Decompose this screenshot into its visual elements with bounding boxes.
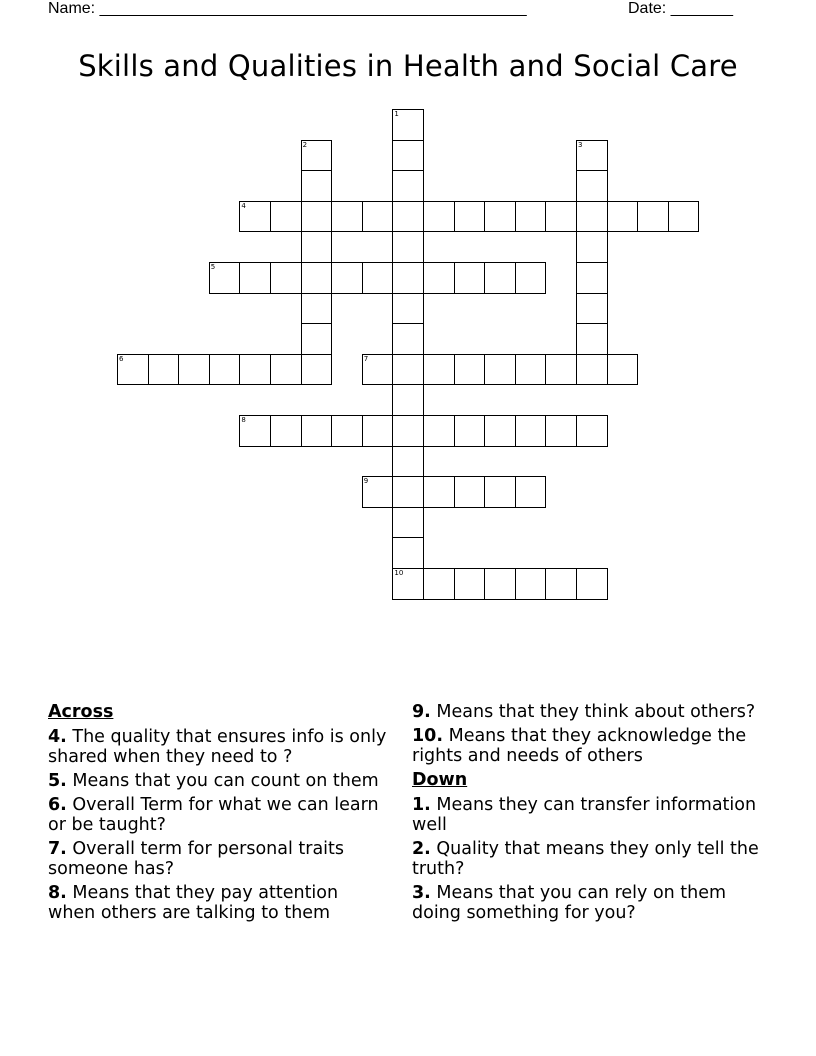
crossword-cell[interactable] <box>576 201 608 233</box>
crossword-cell[interactable] <box>454 262 486 294</box>
crossword-cell[interactable] <box>239 201 271 233</box>
crossword-cell[interactable] <box>576 231 608 263</box>
crossword-cell[interactable] <box>362 201 394 233</box>
crossword-cell[interactable] <box>515 415 547 447</box>
crossword-cell[interactable] <box>209 262 241 294</box>
crossword-cell[interactable] <box>239 262 271 294</box>
crossword-cell[interactable] <box>270 415 302 447</box>
crossword-cell[interactable] <box>362 262 394 294</box>
clues-column-right <box>412 702 762 927</box>
crossword-cell[interactable] <box>607 201 639 233</box>
crossword-cell[interactable] <box>301 415 333 447</box>
crossword-cell[interactable] <box>484 476 516 508</box>
cell-number: 8 <box>241 416 246 424</box>
crossword-cell[interactable] <box>454 415 486 447</box>
crossword-cell[interactable] <box>515 476 547 508</box>
crossword-cell[interactable] <box>423 262 455 294</box>
crossword-cell[interactable] <box>331 415 363 447</box>
cell-number: 2 <box>302 140 308 149</box>
crossword-cell[interactable] <box>392 384 424 416</box>
clue-across-5: 5. Means that you can count on them <box>48 771 379 791</box>
crossword-cell[interactable] <box>576 170 608 202</box>
crossword-cell[interactable] <box>484 568 516 600</box>
crossword-cell[interactable] <box>392 231 424 263</box>
crossword-cell[interactable] <box>484 201 516 233</box>
crossword-cell[interactable] <box>362 476 394 508</box>
crossword-cell[interactable] <box>576 354 608 386</box>
crossword-cell[interactable] <box>392 201 424 233</box>
crossword-cell[interactable] <box>392 140 424 172</box>
crossword-cell[interactable] <box>454 476 486 508</box>
crossword-cell[interactable] <box>301 140 333 172</box>
crossword-cell[interactable] <box>515 262 547 294</box>
crossword-cell[interactable] <box>331 262 363 294</box>
crossword-cell[interactable] <box>423 568 455 600</box>
cell-number: 3 <box>578 140 583 149</box>
crossword-cell[interactable] <box>576 415 608 447</box>
crossword-cell[interactable] <box>515 354 547 386</box>
crossword-cell[interactable] <box>301 323 333 355</box>
crossword-cell[interactable] <box>239 415 271 447</box>
crossword-cell[interactable] <box>178 354 210 386</box>
crossword-cell[interactable] <box>607 354 639 386</box>
cell-number: 6 <box>119 354 124 363</box>
crossword-cell[interactable] <box>270 262 302 294</box>
crossword-cell[interactable] <box>545 201 577 233</box>
clue-across-6: 6. Overall Term for what we can learn or be taught? <box>48 795 379 835</box>
crossword-cell[interactable] <box>545 354 577 386</box>
crossword-cell[interactable] <box>484 354 516 386</box>
cell-number: 4 <box>241 201 246 210</box>
down-heading: Down <box>412 770 468 790</box>
crossword-cell[interactable] <box>209 354 241 386</box>
crossword-cell[interactable] <box>515 201 547 233</box>
cell-number: 1 <box>394 110 399 118</box>
crossword-cell[interactable] <box>392 354 424 386</box>
clue-down-3: 3. Means that you can rely on them doing something for you? <box>412 883 727 923</box>
clues-column-left <box>48 702 388 927</box>
crossword-cell[interactable] <box>576 323 608 355</box>
crossword-cell[interactable] <box>392 415 424 447</box>
crossword-cell[interactable] <box>392 568 424 600</box>
crossword-cell[interactable] <box>515 568 547 600</box>
across-heading: Across <box>48 702 114 722</box>
clue-across-9: 9. Means that they think about others? <box>412 702 756 722</box>
crossword-cell[interactable] <box>423 354 455 386</box>
crossword-cell[interactable] <box>331 201 363 233</box>
crossword-cell[interactable] <box>454 354 486 386</box>
crossword-cell[interactable] <box>362 354 394 386</box>
crossword-cell[interactable] <box>392 476 424 508</box>
crossword-cell[interactable] <box>545 415 577 447</box>
crossword-cell[interactable] <box>392 537 424 569</box>
crossword-cell[interactable] <box>423 201 455 233</box>
name-field-label[interactable]: Name: ________________________________________________ <box>48 0 527 17</box>
crossword-cell[interactable] <box>545 568 577 600</box>
clue-down-2: 2. Quality that means they only tell the truth? <box>412 839 759 879</box>
date-field-label[interactable]: Date: _______ <box>628 0 733 17</box>
crossword-cell[interactable] <box>301 293 333 325</box>
crossword-cell[interactable] <box>239 354 271 386</box>
crossword-cell[interactable] <box>668 201 700 233</box>
cell-number: 9 <box>363 477 369 486</box>
crossword-cell[interactable] <box>576 568 608 600</box>
crossword-cell[interactable] <box>148 354 180 386</box>
cell-number: 5 <box>210 263 216 271</box>
crossword-cell[interactable] <box>301 354 333 386</box>
crossword-cell[interactable] <box>392 507 424 539</box>
crossword-cell[interactable] <box>392 262 424 294</box>
page-title: Skills and Qualities in Health and Social Care <box>78 49 738 83</box>
clue-down-1: 1. Means they can transfer information well <box>412 795 757 835</box>
crossword-cell[interactable] <box>392 109 424 141</box>
crossword-cell[interactable] <box>362 415 394 447</box>
crossword-cell[interactable] <box>392 170 424 202</box>
crossword-cell[interactable] <box>270 354 302 386</box>
clue-across-8: 8. Means that they pay attention when others are talking to them <box>48 883 339 923</box>
clue-across-4: 4. The quality that ensures info is only shared when they need to ? <box>48 727 387 767</box>
clue-across-10: 10. Means that they acknowledge the rights and needs of others <box>412 726 747 766</box>
crossword-cell[interactable] <box>392 323 424 355</box>
crossword-cell[interactable] <box>392 293 424 325</box>
crossword-cell[interactable] <box>270 201 302 233</box>
crossword-cell[interactable] <box>301 170 333 202</box>
crossword-cell[interactable] <box>423 476 455 508</box>
crossword-cell[interactable] <box>301 262 333 294</box>
crossword-cell[interactable] <box>301 231 333 263</box>
crossword-cell[interactable] <box>392 446 424 478</box>
crossword-cell[interactable] <box>454 201 486 233</box>
crossword-cell[interactable] <box>576 140 608 172</box>
crossword-cell[interactable] <box>117 354 149 386</box>
cell-number: 7 <box>363 354 369 363</box>
clue-across-7: 7. Overall term for personal traits someone has? <box>48 839 345 879</box>
crossword-cell[interactable] <box>454 568 486 600</box>
cell-number: 10 <box>394 569 404 577</box>
crossword-cell[interactable] <box>423 415 455 447</box>
crossword-cell[interactable] <box>484 262 516 294</box>
crossword-cell[interactable] <box>576 262 608 294</box>
crossword-cell[interactable] <box>484 415 516 447</box>
crossword-cell[interactable] <box>576 293 608 325</box>
crossword-cell[interactable] <box>301 201 333 233</box>
crossword-cell[interactable] <box>637 201 669 233</box>
